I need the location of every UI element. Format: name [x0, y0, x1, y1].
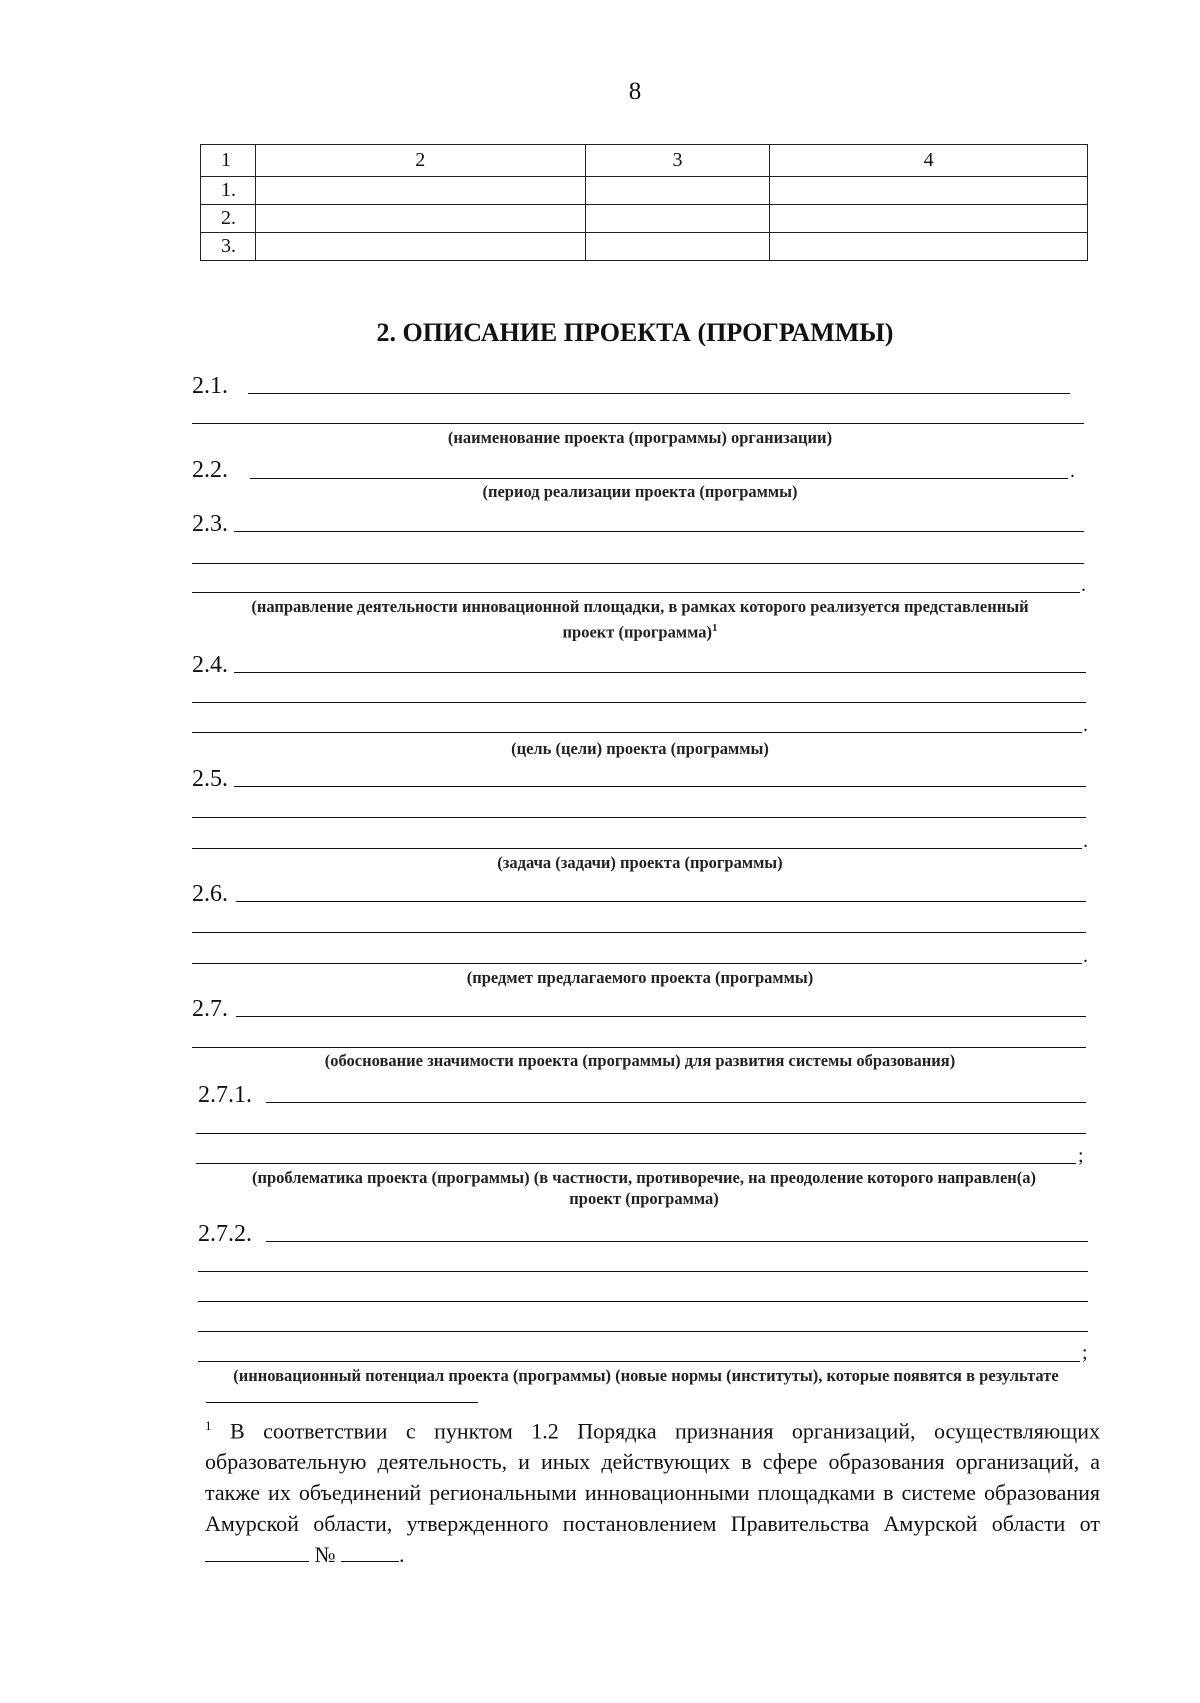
line-end-semicolon: ;: [1078, 1145, 1084, 1167]
table-cell: [255, 205, 585, 233]
table-cell: [585, 233, 770, 261]
fill-line: [234, 786, 1086, 787]
fill-line: [198, 1301, 1088, 1302]
fill-line: [236, 1016, 1086, 1017]
date-blank: [205, 1543, 309, 1562]
table-header-cell: 4: [770, 145, 1088, 177]
footnote-separator: [206, 1402, 478, 1403]
table-cell: [770, 205, 1088, 233]
caption-direction-line-2: проект (программа)$^1$: [562, 622, 718, 642]
caption-problem-line-1: (проблематика проекта (программы) (в частности, противоречие, на преодоление которого направлен(а): [251, 1168, 1037, 1187]
fill-line: [236, 901, 1086, 902]
item-number-2-6: 2.6.: [192, 881, 228, 907]
table-header-cell: 3: [585, 145, 770, 177]
table-cell: [770, 177, 1088, 205]
caption-tasks: (задача (задачи) проекта (программы): [497, 853, 783, 872]
fill-line: [192, 817, 1086, 818]
item-number-2-7-2: 2.7.2.: [198, 1221, 252, 1247]
fill-line: [192, 1047, 1086, 1048]
caption-significance: (обоснование значимости проекта (программы) для развития системы образования): [324, 1051, 956, 1070]
footnote-ref: 1: [711, 622, 718, 634]
item-number-2-5: 2.5.: [192, 766, 228, 792]
table-header-row: [201, 145, 1088, 177]
fill-line: [198, 1331, 1088, 1332]
caption-project-name: (наименование проекта (программы) организации): [447, 428, 833, 447]
footnote-number-sign: №: [314, 1542, 336, 1568]
project-table: [200, 144, 1088, 261]
fill-line: [266, 1241, 1088, 1242]
footnote-end: .: [399, 1542, 405, 1568]
line-end-dot: .: [1081, 574, 1086, 596]
line-end-dot: .: [1083, 830, 1088, 852]
caption-period: (период реализации проекта (программы): [482, 482, 798, 501]
table-row: [201, 233, 1088, 261]
fill-line: [192, 732, 1082, 733]
page-number: 8: [628, 78, 642, 105]
table-cell: [585, 205, 770, 233]
table-cell: 1.: [201, 177, 256, 205]
item-number-2-7-1: 2.7.1.: [198, 1082, 252, 1108]
footnote-text: В соответствии с пунктом 1.2 Порядка признания организаций, осуществляющих образовательную деятельность, и иных действующих в сфере образования организаций, а также их объединений региональными инновационными площадками в системе образования Амурской области, утвержденного постановлением Правительства Амурской области от: [205, 1418, 1100, 1537]
line-end-dot: .: [1070, 460, 1075, 482]
fill-line: [198, 1361, 1080, 1362]
line-end-dot: .: [1083, 714, 1088, 736]
caption-subject: (предмет предлагаемого проекта (программы): [466, 968, 814, 987]
fill-line: [248, 393, 1070, 394]
item-number-2-3: 2.3.: [192, 511, 228, 537]
footnote-marker: 1: [205, 1418, 212, 1433]
caption-problem-line-2: проект (программа): [569, 1189, 719, 1208]
footnote: [205, 1410, 1100, 1570]
item-number-2-1: 2.1.: [192, 373, 228, 399]
fill-line: [192, 963, 1082, 964]
number-blank: [341, 1543, 399, 1562]
section-title: 2. ОПИСАНИЕ ПРОЕКТА (ПРОГРАММЫ): [376, 318, 894, 347]
table-cell: [585, 177, 770, 205]
fill-line: [192, 423, 1084, 424]
fill-line: [196, 1133, 1086, 1134]
fill-line: [192, 848, 1082, 849]
table-cell: 3.: [201, 233, 256, 261]
caption-direction-line-1: (направление деятельности инновационной площадки, в рамках которого реализуется представленный: [251, 597, 1029, 616]
table-cell: [255, 177, 585, 205]
item-number-2-2: 2.2.: [192, 457, 228, 483]
table-row: [201, 177, 1088, 205]
table-header-cell: 2: [255, 145, 585, 177]
table-header-cell: 1: [201, 145, 256, 177]
table-cell: [770, 233, 1088, 261]
fill-line: [192, 932, 1086, 933]
item-number-2-7: 2.7.: [192, 996, 228, 1022]
fill-line: [234, 672, 1086, 673]
fill-line: [192, 592, 1080, 593]
fill-line: [266, 1102, 1086, 1103]
fill-line: [198, 1271, 1088, 1272]
table-row: [201, 205, 1088, 233]
table-cell: [255, 233, 585, 261]
caption-innovation-potential: (инновационный потенциал проекта (программы) (новые нормы (институты), которые появятся в результате: [233, 1366, 1059, 1385]
table-cell: 2.: [201, 205, 256, 233]
fill-line: [192, 563, 1084, 564]
caption-goal: (цель (цели) проекта (программы): [511, 739, 769, 758]
line-end-semicolon: ;: [1082, 1342, 1088, 1364]
item-number-2-4: 2.4.: [192, 652, 228, 678]
fill-line: [250, 478, 1068, 479]
fill-line: [234, 531, 1084, 532]
fill-line: [192, 702, 1086, 703]
line-end-dot: .: [1083, 945, 1088, 967]
fill-line: [196, 1163, 1076, 1164]
